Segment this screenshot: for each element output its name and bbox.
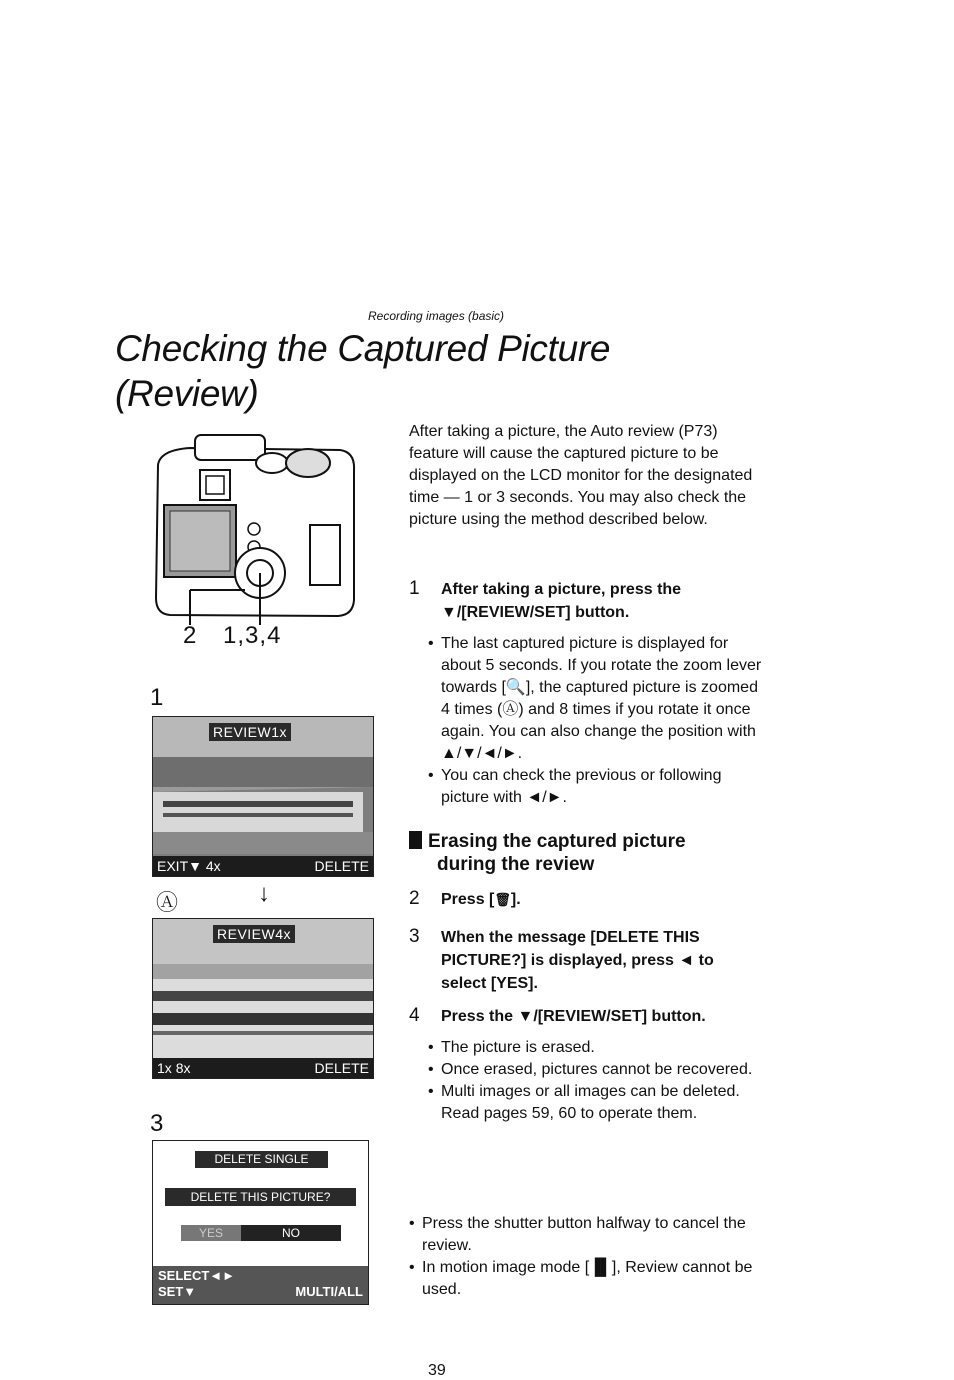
arrow-down-icon: ↓ [258,880,270,907]
dialog-options [181,1225,341,1241]
zoom-1x: 1x [157,1060,172,1076]
lcd-screen-review1x [152,716,374,877]
section-label: Recording images (basic) [368,309,505,323]
bullet: • Once erased, pictures cannot be recovered. [428,1059,758,1081]
erase-heading-line1: Erasing the captured picture [428,831,686,852]
step-3-text: When the message [DELETE THIS PICTURE?] is displayed, press ◄ to select [YES]. [441,929,714,992]
bullet: • The last captured picture is displayed for about 5 seconds. If you rotate the zoom lever towards [🔍], the captured picture is zoomed 4 times (Ⓐ) and 8 times if you rotate it once again. You can also change the position with ▲/▼/◄/►. [428,633,768,765]
trash-icon: 🗑 [494,892,511,907]
notes-list [409,1213,769,1301]
title-line-1: Checking the Captured Picture [115,328,611,369]
step-3-number: 3 [409,926,420,947]
step-4-number: 4 [409,1005,420,1026]
step-1-number: 1 [409,578,420,599]
step-4-bullets [428,1037,758,1125]
select-hint: SELECT◄► [158,1268,236,1283]
option-no: NO [282,1226,300,1240]
delete-label: DELETE [314,858,369,874]
osd-bottom-bar [153,856,373,876]
step-2-text-start: Press [ [441,891,495,908]
delete-label: DELETE [314,1060,369,1076]
page-number: 39 [428,1362,446,1379]
note: • In motion image mode [▐▌], Review cannot be used. [409,1257,769,1301]
zoom-levels [157,1060,190,1076]
heading-square-icon [409,831,422,849]
title-line-2: (Review) [115,373,259,414]
multi-all-hint: MULTI/ALL [295,1284,363,1299]
option-yes: YES [181,1225,241,1241]
bullet: • The picture is erased. [428,1037,758,1059]
dialog-message: DELETE THIS PICTURE? [165,1188,356,1206]
review-label: REVIEW1x [209,723,291,741]
review-label: REVIEW4x [213,925,295,943]
dialog-footer [153,1266,368,1304]
dialog-head: DELETE SINGLE [195,1151,328,1168]
page-title [115,326,610,416]
callout-a: 2 [183,622,198,649]
camera-illustration [150,430,360,625]
step-2-text-end: ]. [510,891,521,908]
zoom-8x: 8x [175,1060,191,1076]
lcd-screen-review4x [152,918,374,1079]
bullet: • Multi images or all images can be deleted. Read pages 59, 60 to operate them. [428,1081,758,1125]
figure-number-3: 3 [150,1110,164,1137]
exit-zoom-label: EXIT▼ 4x [157,858,221,874]
note: • Press the shutter button halfway to cancel the review. [409,1213,769,1257]
step-4-text: Press the ▼/[REVIEW/SET] button. [441,1008,706,1025]
step-2-number: 2 [409,888,420,909]
osd-bottom-bar [153,1058,373,1078]
step-1-text: After taking a picture, press the ▼/[REVIEW/SET] button. [441,581,682,621]
set-hint: SET▼ [158,1284,197,1299]
bullet: • You can check the previous or following picture with ◄/►. [428,765,768,809]
step-1-bullets [428,633,768,809]
step-2-text [441,888,761,911]
delete-dialog-screen [152,1140,369,1305]
zoom-annotation-a: Ⓐ [156,890,179,915]
intro-paragraph: After taking a picture, the Auto review (P73) feature will cause the captured picture to be displayed on the LCD monitor for the designated time — 1 or 3 seconds. You may also check the picture using the method described below. [409,423,753,528]
figure-number-1: 1 [150,684,164,711]
erase-heading-line2: during the review [437,854,595,875]
erase-heading [409,830,749,876]
callout-b: 1,3,4 [223,622,282,649]
camera-callout [183,622,299,650]
